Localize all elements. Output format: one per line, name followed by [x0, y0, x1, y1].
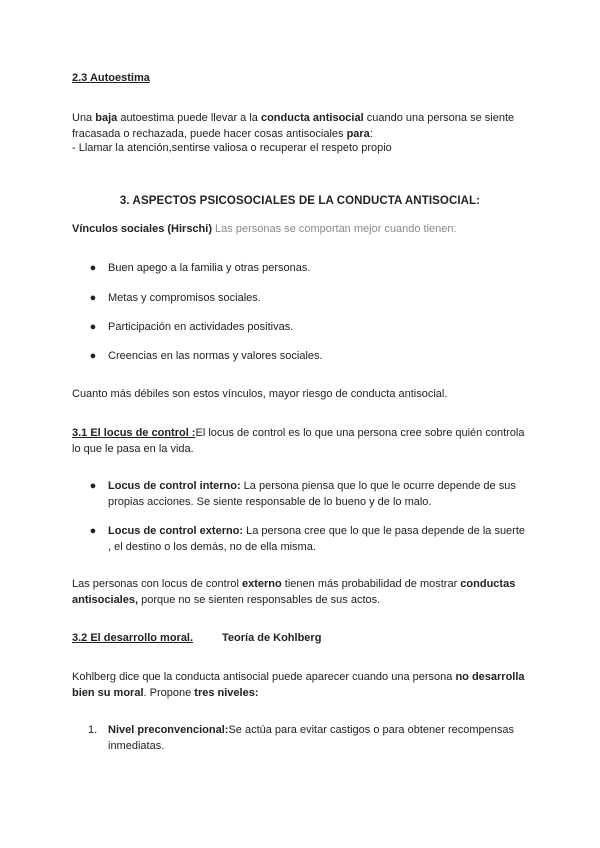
vinculos-summary: Cuanto más débiles son estos vínculos, mayor riesgo de conducta antisocial. — [72, 388, 448, 400]
bullet-icon: ● — [89, 262, 97, 274]
section-2-3-heading: 2.3 Autoestima — [72, 72, 150, 84]
section-3-title: 3. ASPECTOS PSICOSOCIALES DE LA CONDUCTA ANTISOCIAL: — [119, 195, 481, 207]
bullet-icon: ● — [89, 350, 97, 362]
section-3-2-header — [72, 630, 528, 646]
autoestima-list-item: - Llamar la atención,sentirse valiosa o recuperar el respeto propio — [72, 142, 392, 154]
locus-intro-paragraph: 3.1 El locus de control :El locus de control es lo que una persona cree sobre quién controla lo que le pasa en la vida. — [72, 427, 525, 455]
autoestima-paragraph: Una baja autoestima puede llevar a la conducta antisocial cuando una persona se siente fracasada o rechazada, puede hacer cosas antisociales para: — [72, 112, 515, 140]
vinculos-paragraph: Vínculos sociales (Hirschi) Las personas se comportan mejor cuando tienen: — [72, 223, 457, 235]
kohlberg-paragraph: Kohlberg dice que la conducta antisocial puede aparecer cuando una persona no desarrolla bien su moral. Propone tres niveles: — [72, 671, 525, 699]
section-3-1-heading: 3.1 El locus de control : — [72, 427, 196, 439]
kohlberg-subtitle: Teoría de Kohlberg — [222, 632, 322, 644]
bullet-icon: ● — [89, 321, 97, 333]
bullet-icon: ● — [89, 292, 97, 304]
bullet-icon: ● — [89, 525, 97, 537]
section-3-2-heading: 3.2 El desarrollo moral. — [72, 632, 194, 644]
locus-conclusion: Las personas con locus de control externo tienen más probabilidad de mostrar conductas antisociales, porque no se sienten responsables de sus actos. — [72, 578, 516, 606]
bullet-icon: ● — [89, 480, 97, 492]
